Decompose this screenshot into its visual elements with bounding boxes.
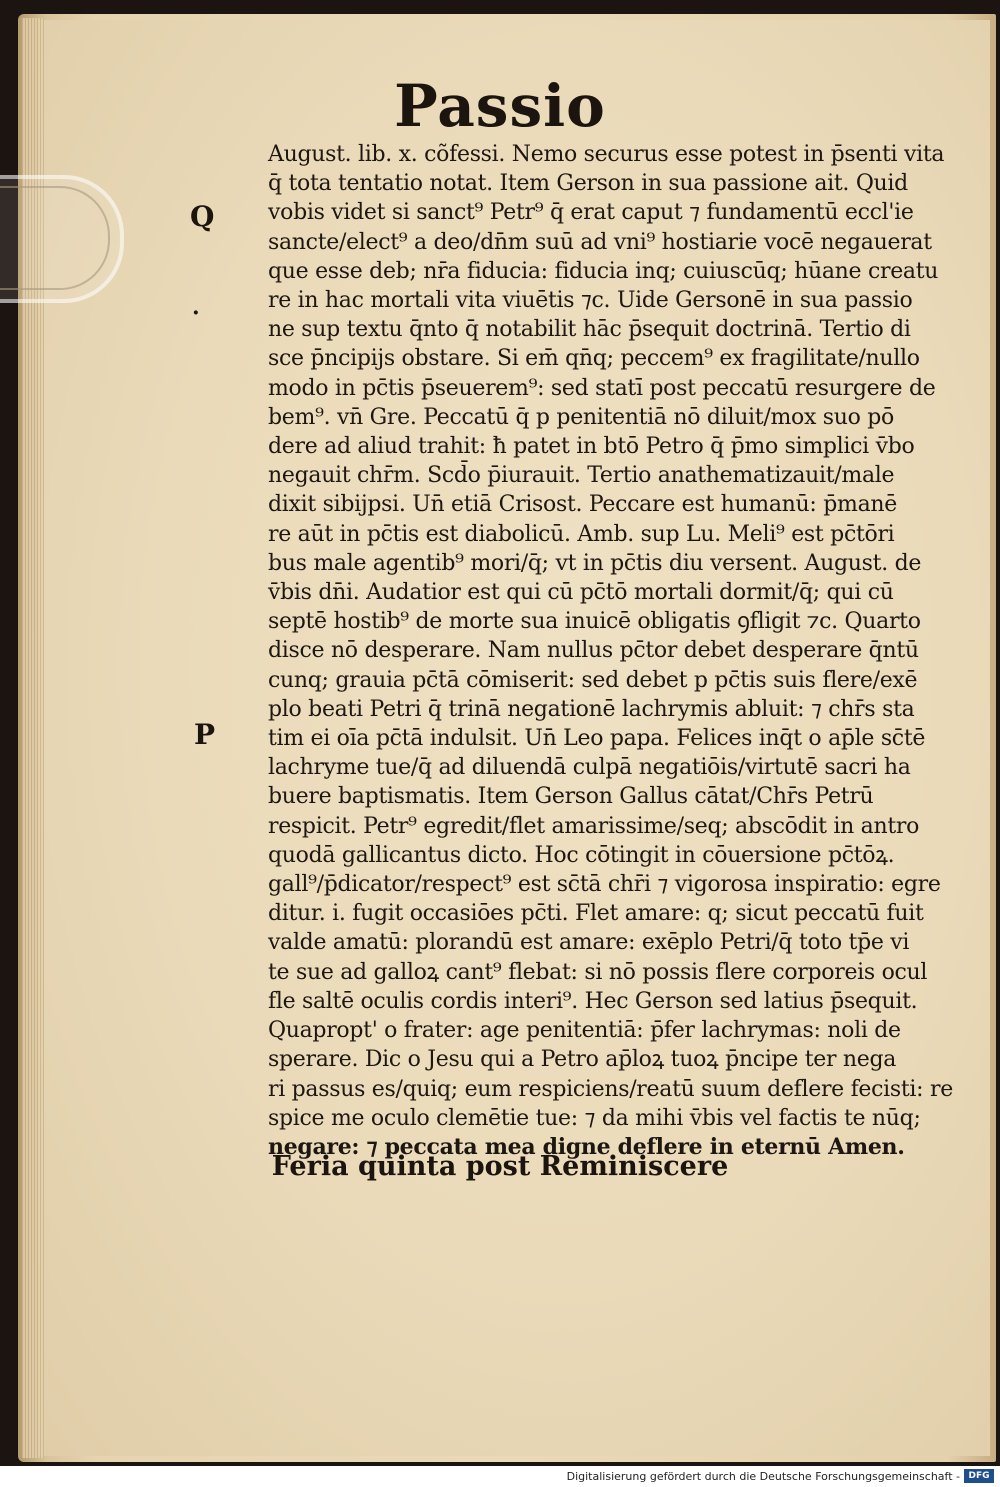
footer-credit: Digitalisierung gefördert durch die Deutsche Forschungsgemeinschaft - [566, 1470, 960, 1483]
marginal-note-q: Q [190, 200, 215, 233]
book-clasp [0, 175, 124, 303]
text-line: bem⁹. vn̄ Gre. Peccatū q̄ p penitentiā nō diluit/mox suo pō [268, 404, 894, 430]
text-line: negauit chr̄m. Scd̄o p̄iurauit. Tertio anathematizauit/male [268, 463, 895, 489]
text-line: sce p̄ncipijs obstare. Si em̄ qn̄q; peccem⁹ ex fragilitate/nullo [268, 346, 920, 372]
text-line: quodā gallicantus dicto. Hoc cōtingit in cōuersione pc̄tōꝝ. [268, 842, 895, 868]
text-line: ne sup textu q̄nto q̄ notabilit hāc p̄sequit doctrinā. Tertio di [268, 317, 911, 343]
text-line: sancte/elect⁹ a deo/dn̄m suū ad vni⁹ hostiarie vocē negauerat [268, 229, 932, 255]
text-line: gall⁹/p̄dicator/respect⁹ est sc̄tā chr̄i ⁊ vigorosa inspiratio: egre [268, 872, 941, 898]
text-line: v̄bis dn̄i. Audatior est qui cū pc̄tō mortali dormit/q̄; qui cū [268, 580, 894, 606]
text-line: disce nō desperare. Nam nullus pc̄tor debet desperare q̄ntū [268, 638, 919, 664]
text-line: sperare. Dic o Jesu qui a Petro ap̄loꝝ tuoꝝ p̄ncipe ter nega [268, 1047, 897, 1073]
text-line: fle saltē oculis cordis interi⁹. Hec Gerson sed latius p̄sequit. [268, 988, 918, 1014]
rubric-heading: Feria quinta post Reminiscere [271, 1151, 729, 1182]
text-line: tim ei oīa pc̄tā indulsit. Un̄ Leo papa. Felices inq̄t o ap̄le sc̄tē [268, 726, 926, 752]
text-line: septē hostib⁹ de morte sua inuicē obligatis ꝯfligit ⁊c. Quarto [268, 609, 921, 635]
text-line: buere baptismatis. Item Gerson Gallus cātat/Chr̄s Petrū [268, 784, 874, 810]
text-line: August. lib. x. cõfessi. Nemo securus esse potest in p̄senti vita [268, 142, 945, 167]
marginal-dot: · [192, 300, 200, 326]
text-line: modo in pc̄tis p̄seuerem⁹: sed statī post peccatū resurgere de [268, 375, 936, 401]
text-line: dere ad aliud trahit: ħ patet in btō Petro q̄ p̄mo simplici v̄bo [268, 434, 915, 460]
marginal-note-p: P [194, 718, 216, 751]
text-line: ditur. i. fugit occasiōes pc̄ti. Flet amare: q; sicut peccatū fuit [268, 901, 924, 927]
dfg-logo: DFG [964, 1469, 994, 1483]
text-line: lachryme tue/q̄ ad diluendā culpā negatiōis/virtutē sacri ha [268, 755, 911, 781]
text-line: Quapropt' o frater: age penitentiā: p̄fer lachrymas: noli de [268, 1018, 901, 1044]
text-line: ri passus es/quiq; eum respiciens/reatū suum deflere fecisti: re [268, 1076, 953, 1102]
text-line: dixit sibijpsi. Un̄ etiā Crisost. Peccare est humanū: p̄manē [268, 492, 897, 518]
text-line: plo beati Petri q̄ trinā negationē lachrymis abluit: ⁊ chr̄s sta [268, 696, 915, 722]
text-line: re in hac mortali vita viuētis ⁊c. Uide Gersonē in sua passio [268, 288, 913, 314]
page-header: Passio [394, 72, 606, 140]
text-line: valde amatū: plorandū est amare: exēplo Petri/q̄ toto tp̄e vi [268, 930, 910, 956]
text-line: cunq; grauia pc̄tā cōmiserit: sed debet p pc̄tis suis flere/exē [268, 667, 918, 693]
text-line: negare: ⁊ peccata mea digne deflere in eternū Amen. [268, 1133, 905, 1160]
body-text [268, 140, 958, 1162]
text-line: te sue ad galloꝝ cant⁹ flebat: si nō possis flere corporeis ocul [268, 959, 928, 985]
text-line: re aūt in pc̄tis est diabolicū. Amb. sup Lu. Meli⁹ est pc̄tōri [268, 521, 895, 547]
text-line: bus male agentib⁹ mori/q̄; vt in pc̄tis diu versent. August. de [268, 550, 922, 576]
text-line: spice me oculo clemētie tue: ⁊ da mihi v̄bis vel factis te nūq; [268, 1105, 921, 1131]
text-line: vobis videt si sanct⁹ Petr⁹ q̄ erat caput ⁊ fundamentū eccl'ie [268, 200, 914, 226]
footer-bar [0, 1466, 1000, 1487]
text-line: respicit. Petr⁹ egredit/flet amarissime/seq; abscōdit in antro [268, 813, 920, 839]
text-line: que esse deb; nr̄a fiducia: fiducia inq; cuiuscūq; hūane creatu [268, 258, 939, 284]
text-line: q̄ tota tentatio notat. Item Gerson in sua passione ait. Quid [268, 171, 908, 197]
